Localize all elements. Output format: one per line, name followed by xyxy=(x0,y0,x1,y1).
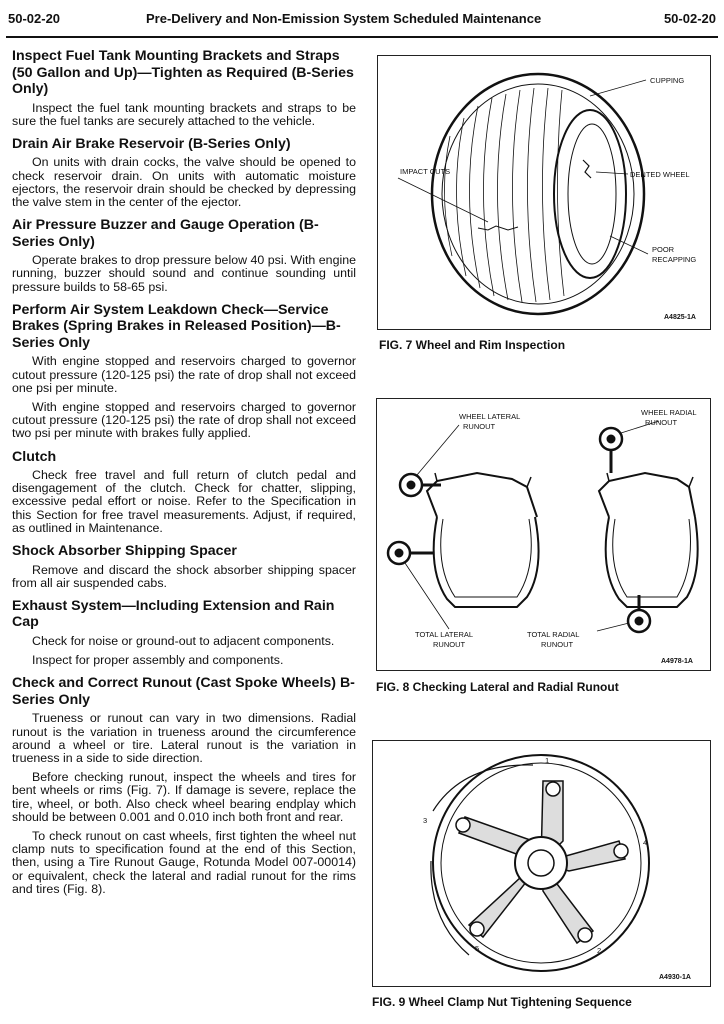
paragraph: Remove and discard the shock absorber shipping spacer from all air suspended cabs. xyxy=(12,562,356,590)
section-heading: Exhaust System—Including Extension and Rain Cap xyxy=(12,597,335,631)
paragraph: Trueness or runout can vary in two dimensions. Radial runout is the variation in trueness around the circumference around a wheel or tire. Lateral runout is the variation in trueness in a side to side direction. xyxy=(12,711,356,765)
section-shock-absorber xyxy=(12,543,356,590)
figure-code: A4930-1A xyxy=(659,974,691,981)
label-total-lateral-runout: RUNOUT xyxy=(433,640,466,649)
section-air-brake-reservoir xyxy=(12,136,356,209)
section-exhaust-system xyxy=(12,598,356,667)
section-runout xyxy=(12,675,356,896)
page-number-left: 50-02-20 xyxy=(8,11,61,26)
paragraph: Inspect for proper assembly and components. xyxy=(32,653,284,668)
section-heading: Shock Absorber Shipping Spacer xyxy=(12,543,237,560)
label-wheel-lateral-runout: RUNOUT xyxy=(463,422,496,431)
hub-and-spokes xyxy=(433,755,649,971)
page-header xyxy=(0,0,724,40)
fig7-caption: FIG. 7 Wheel and Rim Inspection xyxy=(379,338,566,352)
fig9-clamp-nut-illustration xyxy=(372,740,711,987)
section-heading: Check and Correct Runout (Cast Spoke Wheels) B-Series Only xyxy=(12,675,355,708)
sequence-4: 4 xyxy=(643,838,648,847)
label-impact-cuts: IMPACT CUTS xyxy=(400,167,451,176)
paragraph: Inspect the fuel tank mounting brackets and straps to be sure the fuel tanks are securely attached to the vehicle. xyxy=(12,100,356,128)
section-heading: Inspect Fuel Tank Mounting Brackets and Straps (50 Gallon and Up)—Tighten as Required (B-Series Only) xyxy=(12,48,354,97)
label-dented-wheel: DENTED WHEEL xyxy=(630,170,690,179)
sequence-1: 1 xyxy=(545,756,550,765)
page-number-right: 50-02-20 xyxy=(663,11,716,26)
section-heading: Drain Air Brake Reservoir (B-Series Only) xyxy=(12,135,291,152)
sequence-3: 3 xyxy=(423,816,428,825)
paragraph: Check for noise or ground-out to adjacent components. xyxy=(32,633,335,648)
sequence-5: 5 xyxy=(475,944,480,953)
fig9-caption: FIG. 9 Wheel Clamp Nut Tightening Sequence xyxy=(372,995,632,1009)
right-wheel-section xyxy=(599,473,698,607)
section-air-pressure-buzzer xyxy=(12,217,356,294)
label-recapping: RECAPPING xyxy=(652,255,697,264)
label-total-radial: TOTAL RADIAL xyxy=(527,630,580,639)
sequence-2: 2 xyxy=(597,946,602,955)
paragraph: On units with drain cocks, the valve should be opened to check reservoir drain. On units with automatic moisture ejectors, the reservoir drain should be checked by depressing the valve stem in the center of the ejector. xyxy=(12,155,356,210)
header-title: Pre-Delivery and Non-Emission System Scheduled Maintenance xyxy=(146,11,542,26)
label-poor: POOR xyxy=(652,245,675,254)
label-cupping: CUPPING xyxy=(650,76,685,85)
label-wheel-radial: WHEEL RADIAL xyxy=(641,408,697,417)
fig7-wheel-rim-illustration xyxy=(377,55,711,330)
header-rule xyxy=(6,36,718,38)
fig8-caption: FIG. 8 Checking Lateral and Radial Runout xyxy=(376,680,619,694)
paragraph: Operate brakes to drop pressure below 40 psi. With engine running, buzzer should sound and continue sounding until pressure builds to 58-65 psi. xyxy=(12,253,356,294)
paragraph: To check runout on cast wheels, first tighten the wheel nut clamp nuts to specification found at the end of this Section, then, using a Tire Runout Gauge, Rotunda Model 007-00014) or equivalent, check the lateral and radial runout for the rims and tires (Fig. 8). xyxy=(12,829,356,896)
section-heading: Air Pressure Buzzer and Gauge Operation (B-Series Only) xyxy=(12,217,319,250)
section-clutch xyxy=(12,449,356,536)
figure-code: A4825-1A xyxy=(664,314,696,321)
paragraph: Check free travel and full return of clutch pedal and disengagement of the clutch. Check for chatter, slipping, excessive pedal effort or noise. Refer to the Specification in this Section for free travel measurements. Adjust, if required, as outlined in Maintenance. xyxy=(12,468,356,535)
paragraph: With engine stopped and reservoirs charged to governor cutout pressure (120-125 psi) the rate of drop shall not exceed one psi per minute. xyxy=(12,354,356,395)
label-wheel-lateral: WHEEL LATERAL xyxy=(459,412,521,421)
tire-drawing xyxy=(432,74,644,314)
figure-code: A4978-1A xyxy=(661,658,693,665)
label-total-lateral: TOTAL LATERAL xyxy=(415,630,474,639)
section-fuel-tank xyxy=(12,48,356,128)
paragraph: With engine stopped and reservoirs charged to governor cutout pressure (120-125 psi) the rate of drop shall not exceed two psi per minute with brakes fully applied. xyxy=(12,399,356,441)
label-total-radial-runout: RUNOUT xyxy=(541,640,574,649)
text-column xyxy=(12,48,356,904)
left-wheel-section xyxy=(427,473,539,607)
fig8-runout-illustration xyxy=(376,398,711,671)
section-heading: Perform Air System Leakdown Check—Service Brakes (Spring Brakes in Released Position)—B-Series Only xyxy=(12,301,341,351)
dial-gauges xyxy=(388,428,650,632)
section-heading: Clutch xyxy=(12,448,57,465)
label-wheel-radial-runout: RUNOUT xyxy=(645,418,678,427)
paragraph: Before checking runout, inspect the wheels and tires for bent wheels or rims (Fig. 7). If damage is severe, replace the tire, wheel, or both. Also check wheel bearing endplay which should be between 0.001 and 0.010 inch both front and rear. xyxy=(12,770,356,824)
section-leakdown-check xyxy=(12,302,356,441)
